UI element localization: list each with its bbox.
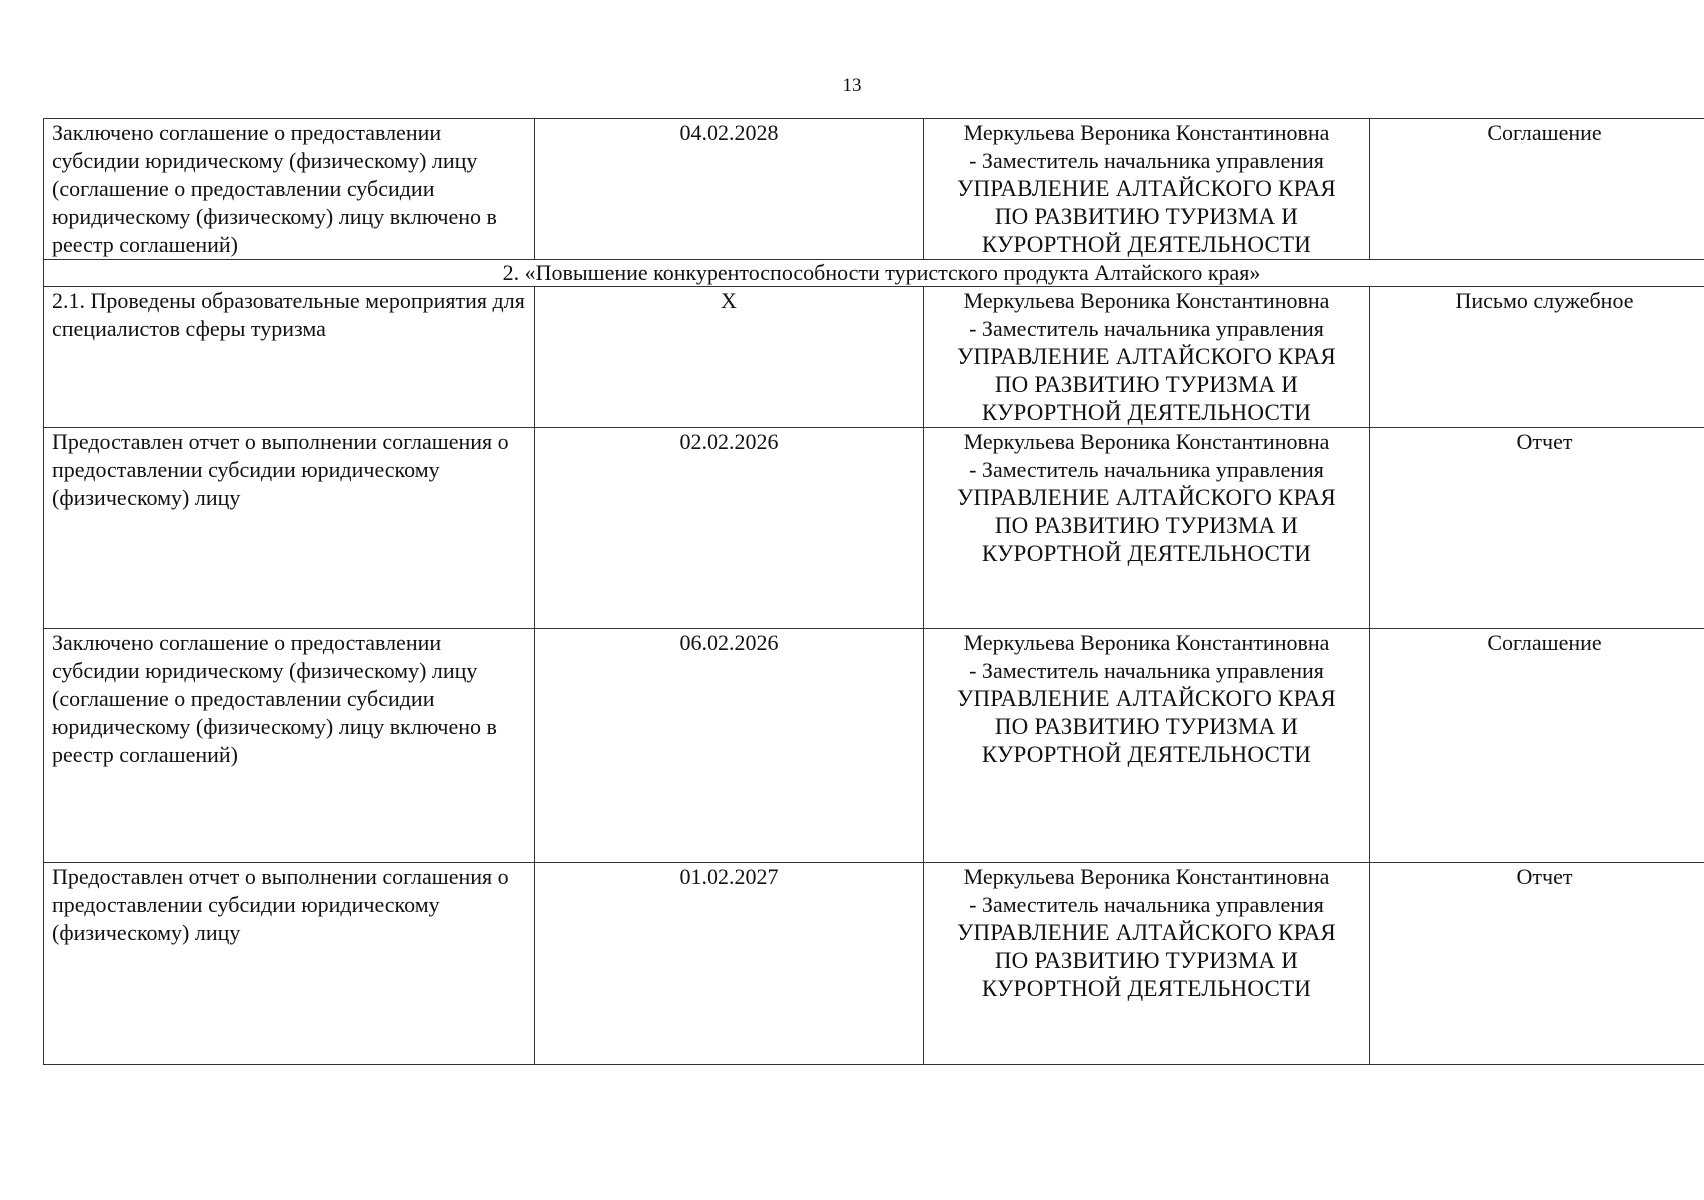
responsible-name: Меркульева Вероника Константиновна <box>963 429 1330 454</box>
organization-line: УПРАВЛЕНИЕ АЛТАЙСКОГО КРАЯ <box>957 176 1336 201</box>
date-cell: 06.02.2026 <box>535 629 924 863</box>
organization-line: УПРАВЛЕНИЕ АЛТАЙСКОГО КРАЯ <box>957 686 1336 711</box>
table-row <box>44 863 1704 1065</box>
organization-line: КУРОРТНОЙ ДЕЯТЕЛЬНОСТИ <box>981 541 1312 566</box>
responsible-position: - Заместитель начальника управления <box>969 658 1324 683</box>
table-row <box>44 119 1704 260</box>
result-cell: Заключено соглашение о предоставлении субсидии юридическому (физическому) лицу (соглашение о предоставлении субсидии юридическому (физическому) лицу включено в реестр соглашений) <box>44 119 535 260</box>
date-cell: 02.02.2026 <box>535 428 924 629</box>
document-cell: Соглашение <box>1370 119 1704 260</box>
section-title: 2. «Повышение конкурентоспособности туристского продукта Алтайского края» <box>44 260 1704 287</box>
section-row <box>44 260 1704 287</box>
responsible-name: Меркульева Вероника Константиновна <box>963 864 1330 889</box>
result-cell: Заключено соглашение о предоставлении субсидии юридическому (физическому) лицу (соглашение о предоставлении субсидии юридическому (физическому) лицу включено в реестр соглашений) <box>44 629 535 863</box>
organization-line: УПРАВЛЕНИЕ АЛТАЙСКОГО КРАЯ <box>957 485 1336 510</box>
result-cell: Предоставлен отчет о выполнении соглашения о предоставлении субсидии юридическому (физическому) лицу <box>44 863 535 1065</box>
responsible-cell <box>924 287 1370 428</box>
responsible-position: - Заместитель начальника управления <box>969 457 1324 482</box>
organization-line: КУРОРТНОЙ ДЕЯТЕЛЬНОСТИ <box>981 742 1312 767</box>
organization-line: ПО РАЗВИТИЮ ТУРИЗМА И <box>994 372 1299 397</box>
result-cell: Предоставлен отчет о выполнении соглашения о предоставлении субсидии юридическому (физическому) лицу <box>44 428 535 629</box>
organization-line: КУРОРТНОЙ ДЕЯТЕЛЬНОСТИ <box>981 232 1312 257</box>
organization-line: КУРОРТНОЙ ДЕЯТЕЛЬНОСТИ <box>981 400 1312 425</box>
responsible-name: Меркульева Вероника Константиновна <box>963 288 1330 313</box>
result-cell: 2.1. Проведены образовательные мероприятия для специалистов сферы туризма <box>44 287 535 428</box>
page-number: 13 <box>842 75 862 96</box>
responsible-position: - Заместитель начальника управления <box>969 316 1324 341</box>
responsible-position: - Заместитель начальника управления <box>969 892 1324 917</box>
organization-line: ПО РАЗВИТИЮ ТУРИЗМА И <box>994 204 1299 229</box>
organization-line: КУРОРТНОЙ ДЕЯТЕЛЬНОСТИ <box>981 976 1312 1001</box>
responsible-name: Меркульева Вероника Константиновна <box>963 630 1330 655</box>
date-cell: 01.02.2027 <box>535 863 924 1065</box>
document-cell: Отчет <box>1370 863 1704 1065</box>
responsible-name: Меркульева Вероника Константиновна <box>963 120 1330 145</box>
organization-line: УПРАВЛЕНИЕ АЛТАЙСКОГО КРАЯ <box>957 920 1336 945</box>
table-row <box>44 287 1704 428</box>
document-cell: Письмо служебное <box>1370 287 1704 428</box>
date-cell: 04.02.2028 <box>535 119 924 260</box>
document-cell: Отчет <box>1370 428 1704 629</box>
organization-line: ПО РАЗВИТИЮ ТУРИЗМА И <box>994 513 1299 538</box>
organization-line: ПО РАЗВИТИЮ ТУРИЗМА И <box>994 714 1299 739</box>
table-row <box>44 428 1704 629</box>
table-row <box>44 629 1704 863</box>
organization-line: УПРАВЛЕНИЕ АЛТАЙСКОГО КРАЯ <box>957 344 1336 369</box>
document-cell: Соглашение <box>1370 629 1704 863</box>
date-cell: X <box>535 287 924 428</box>
responsible-cell <box>924 119 1370 260</box>
control-points-table <box>43 118 1704 1065</box>
responsible-cell <box>924 629 1370 863</box>
responsible-cell <box>924 863 1370 1065</box>
organization-line: ПО РАЗВИТИЮ ТУРИЗМА И <box>994 948 1299 973</box>
responsible-cell <box>924 428 1370 629</box>
responsible-position: - Заместитель начальника управления <box>969 148 1324 173</box>
